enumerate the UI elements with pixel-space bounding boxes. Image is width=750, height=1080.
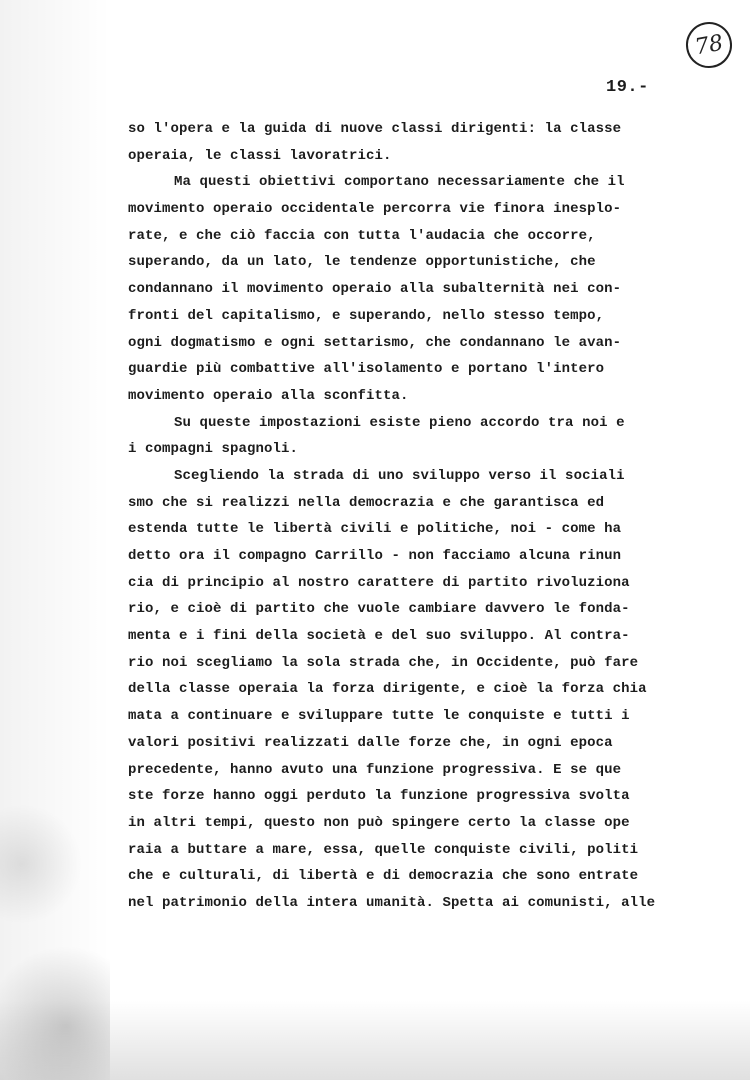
text-line: condannano il movimento operaio alla subalternità nei con- xyxy=(128,281,622,298)
text-line: della classe operaia la forza dirigente, e cioè la forza chia xyxy=(128,681,647,698)
text-line: operaia, le classi lavoratrici. xyxy=(128,147,392,164)
text-line: che e culturali, di libertà e di democrazia che sono entrate xyxy=(128,868,639,885)
text-line: in altri tempi, questo non può spingere certo la classe ope xyxy=(128,814,630,831)
text-line: guardie più combattive all'isolamento e portano l'intero xyxy=(128,361,605,378)
page-number: 19.- xyxy=(606,78,649,97)
text-line: menta e i fini della società e del suo sviluppo. Al contra- xyxy=(128,628,630,645)
text-line: ogni dogmatismo e ogni settarismo, che condannano le avan- xyxy=(128,334,622,351)
text-line: so l'opera e la guida di nuove classi dirigenti: la classe xyxy=(128,121,622,137)
text-line: rio, e cioè di partito che vuole cambiare davvero le fonda- xyxy=(128,601,630,618)
text-line: nel patrimonio della intera umanità. Spetta ai comunisti, alle xyxy=(128,894,656,911)
text-line: raia a buttare a mare, essa, quelle conquiste civili, politi xyxy=(128,841,639,858)
text-line: cia di principio al nostro carattere di partito rivoluziona xyxy=(128,574,630,591)
text-line: superando, da un lato, le tendenze opportunistiche, che xyxy=(128,254,596,271)
text-line: precedente, hanno avuto una funzione progressiva. E se que xyxy=(128,761,622,778)
text-line: rate, e che ciò faccia con tutta l'audacia che occorre, xyxy=(128,227,596,244)
text-line: valori positivi realizzati dalle forze che, in ogni epoca xyxy=(128,734,613,751)
text-line: estenda tutte le libertà civili e politiche, noi - come ha xyxy=(128,521,622,538)
text-line: Ma questi obiettivi comportano necessariamente che il xyxy=(174,174,625,191)
text-line: Scegliendo la strada di uno sviluppo verso il sociali xyxy=(174,467,625,484)
text-line: rio noi scegliamo la sola strada che, in Occidente, può fare xyxy=(128,654,639,671)
text-line: mata a continuare e sviluppare tutte le conquiste e tutti i xyxy=(128,708,630,725)
scan-noise-left xyxy=(0,0,110,1080)
text-line: smo che si realizzi nella democrazia e che garantisca ed xyxy=(128,494,605,511)
text-line: movimento operaio alla sconfitta. xyxy=(128,387,409,404)
text-line: detto ora il compagno Carrillo - non facciamo alcuna rinun xyxy=(128,548,622,564)
handwritten-folio-mark: 78 xyxy=(682,18,735,71)
body-text xyxy=(128,116,728,917)
text-line: fronti del capitalismo, e superando, nello stesso tempo, xyxy=(128,307,605,324)
text-line: movimento operaio occidentale percorra vie finora inesplo- xyxy=(128,201,622,218)
text-line: i compagni spagnoli. xyxy=(128,441,299,458)
text-line: ste forze hanno oggi perduto la funzione progressiva svolta xyxy=(128,788,630,805)
text-line: Su queste impostazioni esiste pieno accordo tra noi e xyxy=(174,414,625,431)
scan-noise-bottom xyxy=(0,1000,750,1080)
